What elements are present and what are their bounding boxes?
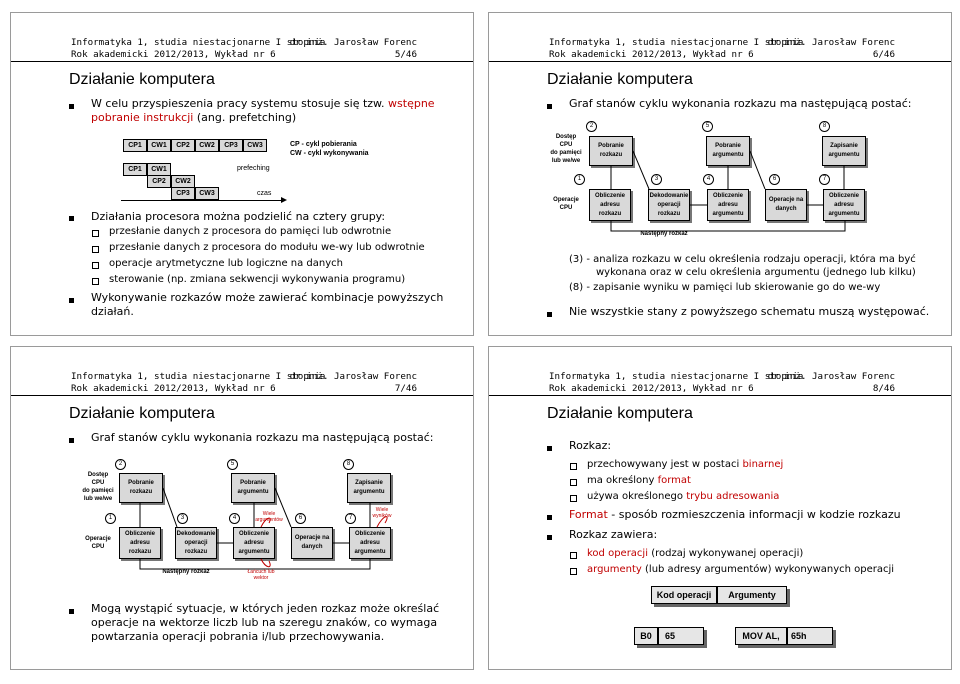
sub-bullet-icon xyxy=(92,262,99,269)
state-number: 8 xyxy=(819,121,830,132)
format-term: Format xyxy=(569,508,608,521)
state-number: 3 xyxy=(177,513,188,524)
state-number: 7 xyxy=(345,513,356,524)
bullet-icon xyxy=(547,535,552,540)
vector-line: Mogą wystąpić sytuacje, w których jeden rozkaz może określać xyxy=(91,602,440,615)
multiple-args-label: Wiele argumentów xyxy=(255,511,283,523)
item-text: ma określony xyxy=(587,475,655,486)
label-line: lub we/we xyxy=(83,496,113,502)
label-line: CPU xyxy=(559,205,573,211)
item-highlight: binarnej xyxy=(742,459,784,470)
state-box: Operacje na danych xyxy=(765,189,807,221)
header-divider xyxy=(489,395,951,396)
sub-bullet-icon xyxy=(570,552,577,559)
instruction-item xyxy=(587,474,691,488)
course-line: Informatyka 1, studia niestacjonarne I stopnia xyxy=(549,37,804,48)
mnemonic-example: MOV AL, xyxy=(735,627,787,645)
loop-line xyxy=(261,559,270,567)
author: dr inż. Jarosław Forenc xyxy=(767,37,895,48)
graph-intro: Graf stanów cyklu wykonania rozkazu ma następującą postać: xyxy=(91,431,434,444)
vector-line: powtarzania operacji pobrania i/lub przechowywania. xyxy=(91,630,385,643)
state-box: Zapisanie argumentu xyxy=(822,136,866,166)
page-number: 5/46 xyxy=(394,49,417,60)
prefetch-label: prefeching xyxy=(237,165,270,172)
pipe-cell: CW2 xyxy=(171,175,195,188)
label-line: do pamięci xyxy=(550,150,582,156)
pipe-cell: CP3 xyxy=(171,187,195,200)
slide-7 xyxy=(10,346,474,670)
arguments-box: Argumenty xyxy=(717,586,787,604)
desc-8: (8) - zapisanie wyniku w pamięci lub skierowanie go do we-wy xyxy=(569,282,881,293)
slide-8 xyxy=(488,346,952,670)
slide-title: Działanie komputera xyxy=(69,71,215,88)
sub-bullet-icon xyxy=(570,568,577,575)
bullet-icon xyxy=(547,515,552,520)
state-box: Pobranie argumentu xyxy=(706,136,750,166)
intro-part: W celu przyspieszenia pracy systemu stosuje się tzw. xyxy=(91,97,385,110)
pipe-cell: CP2 xyxy=(171,139,195,152)
vector-line: operacje na wektorze liczb lub na szeregu znaków, co wymaga xyxy=(91,616,438,629)
pipe-cell: CW2 xyxy=(195,139,219,152)
time-axis xyxy=(121,200,285,201)
argument-example: 65 xyxy=(658,627,704,645)
item-highlight: format xyxy=(657,475,691,486)
sub-bullet-icon xyxy=(92,246,99,253)
state-box: Zapisanie argumentu xyxy=(347,473,391,503)
label-line: Operacje xyxy=(85,536,111,542)
state-number: 3 xyxy=(651,174,662,185)
page-number: 6/46 xyxy=(872,49,895,60)
state-box: Obliczenie adresu rozkazu xyxy=(589,189,631,221)
contains-item xyxy=(587,563,894,577)
contains-item xyxy=(587,547,803,561)
intro-link: wstępne xyxy=(388,97,435,110)
state-box: Operacje na danych xyxy=(291,527,333,559)
label-line: CPU xyxy=(91,544,105,550)
pipe-cell: CW1 xyxy=(147,163,171,176)
intro-text xyxy=(91,97,471,125)
state-number: 5 xyxy=(702,121,713,132)
vector-text xyxy=(91,602,439,644)
state-number: 1 xyxy=(105,513,116,524)
author: dr inż. Jarosław Forenc xyxy=(767,371,895,382)
slide-title: Działanie komputera xyxy=(547,405,693,422)
arrow-line xyxy=(750,151,765,189)
combination-line: działań. xyxy=(91,305,134,318)
arrow-icon xyxy=(281,197,287,203)
slide-5 xyxy=(10,12,474,336)
course-line: Informatyka 1, studia niestacjonarne I stopnia xyxy=(71,37,326,48)
sub-bullet-icon xyxy=(92,278,99,285)
intro-link: pobranie instrukcji xyxy=(91,111,194,124)
desc-line: (3) - analiza rozkazu w celu określenia rodzaju operacji, która ma być xyxy=(569,254,916,265)
arrow-line xyxy=(633,151,649,189)
header-divider xyxy=(11,61,473,62)
year-line: Rok akademicki 2012/2013, Wykład nr 6 xyxy=(549,49,754,60)
combination-line: Wykonywanie rozkazów może zawierać kombinacje powyższych xyxy=(91,291,444,304)
pipe-cell: CP1 xyxy=(123,139,147,152)
group-item: przesłanie danych z procesora do modułu we-wy lub odwrotnie xyxy=(109,242,425,253)
state-box: Dekodowanie operacji rozkazu xyxy=(648,189,690,221)
item-text: (lub adresy argumentów) wykonywanych operacji xyxy=(645,564,895,575)
state-box: Dekodowanie operacji rozkazu xyxy=(175,527,217,559)
bullet-icon xyxy=(69,216,74,221)
contains-heading: Rozkaz zawiera: xyxy=(569,528,658,541)
state-box: Pobranie rozkazu xyxy=(589,136,633,166)
format-text: - sposób rozmieszczenia informacji w kodzie rozkazu xyxy=(611,508,901,521)
state-number: 4 xyxy=(229,513,240,524)
graph-arrows xyxy=(11,347,473,587)
course-line: Informatyka 1, studia niestacjonarne I stopnia xyxy=(71,371,326,382)
format-definition xyxy=(569,508,901,522)
sub-bullet-icon xyxy=(570,479,577,486)
hex-argument-example: 65h xyxy=(787,627,833,645)
item-text: (rodzaj wykonywanej operacji) xyxy=(651,548,804,559)
next-instruction-label: Następny rozkaz xyxy=(162,569,210,575)
next-instruction-label: Następny rozkaz xyxy=(640,231,688,237)
opcode-box: Kod operacji xyxy=(651,586,717,604)
state-number: 8 xyxy=(343,459,354,470)
label-line: lub we/we xyxy=(551,158,581,164)
sub-bullet-icon xyxy=(570,495,577,502)
instruction-item xyxy=(587,458,783,472)
state-box: Obliczenie adresu rozkazu xyxy=(119,527,161,559)
state-number: 6 xyxy=(295,513,306,524)
pipe-cell: CW3 xyxy=(243,139,267,152)
state-number: 2 xyxy=(586,121,597,132)
not-all-states: Nie wszystkie stany z powyższego schematu muszą występować. xyxy=(569,305,930,318)
group-item: przesłanie danych z procesora do pamięci lub odwrotnie xyxy=(109,226,392,237)
state-box: Obliczenie adresu argumentu xyxy=(707,189,749,221)
slide-title: Działanie komputera xyxy=(69,405,215,422)
item-text: przechowywany jest w postaci xyxy=(587,459,740,470)
graph-arrows xyxy=(489,13,951,253)
year-line: Rok akademicki 2012/2013, Wykład nr 6 xyxy=(71,383,276,394)
group-item: operacje arytmetyczne lub logiczne na danych xyxy=(109,258,343,269)
state-number: 1 xyxy=(574,174,585,185)
pipe-cell: CP1 xyxy=(123,163,147,176)
graph-intro: Graf stanów cyklu wykonania rozkazu ma następującą postać: xyxy=(569,97,912,110)
sub-bullet-icon xyxy=(92,230,99,237)
state-number: 7 xyxy=(819,174,830,185)
opcode-example: B0 xyxy=(634,627,658,645)
label-line: CPU xyxy=(91,480,105,486)
arrow-line xyxy=(163,488,177,527)
state-box: Pobranie rozkazu xyxy=(119,473,163,503)
group-item: sterowanie (np. zmiana sekwencji wykonywania programu) xyxy=(109,274,406,285)
page-number: 7/46 xyxy=(394,383,417,394)
time-label: czas xyxy=(257,190,272,197)
state-number: 5 xyxy=(227,459,238,470)
state-number: 6 xyxy=(769,174,780,185)
groups-heading: Działania procesora można podzielić na cztery grupy: xyxy=(91,210,386,223)
state-box: Obliczenie adresu argumentu xyxy=(233,527,275,559)
item-highlight: kod operacji xyxy=(587,548,648,559)
state-number: 4 xyxy=(703,174,714,185)
author: dr inż. Jarosław Forenc xyxy=(289,371,417,382)
year-line: Rok akademicki 2012/2013, Wykład nr 6 xyxy=(549,383,754,394)
pipe-cell: CP2 xyxy=(147,175,171,188)
bullet-icon xyxy=(547,312,552,317)
year-line: Rok akademicki 2012/2013, Wykład nr 6 xyxy=(71,49,276,60)
author: dr inż. Jarosław Forenc xyxy=(289,37,417,48)
state-box: Pobranie argumentu xyxy=(231,473,275,503)
state-number: 2 xyxy=(115,459,126,470)
desc-3 xyxy=(569,253,916,279)
instruction-item xyxy=(587,490,779,504)
item-highlight: trybu adresowania xyxy=(686,491,780,502)
sub-bullet-icon xyxy=(570,463,577,470)
course-line: Informatyka 1, studia niestacjonarne I stopnia xyxy=(549,371,804,382)
combination-text xyxy=(91,291,443,319)
instruction-heading: Rozkaz: xyxy=(569,439,612,452)
intro-part: (ang. prefetching) xyxy=(196,111,297,124)
bullet-icon xyxy=(69,609,74,614)
desc-line: wykonana oraz w celu określenia argumentu (jednego lub kilku) xyxy=(596,267,916,278)
multiple-results-label: Wiele wyników xyxy=(372,507,392,519)
legend-cw: CW - cykl wykonywania xyxy=(290,150,369,157)
bullet-icon xyxy=(547,446,552,451)
state-box: Obliczenie adresu argumentu xyxy=(349,527,391,559)
legend-cp: CP - cykl pobierania xyxy=(290,141,357,148)
pipe-cell: CP3 xyxy=(219,139,243,152)
item-text: używa określonego xyxy=(587,491,684,502)
label-line: Operacje xyxy=(553,197,579,203)
label-line: Dostęp xyxy=(555,134,577,140)
pipe-cell: CW1 xyxy=(147,139,171,152)
label-line: Dostęp xyxy=(87,472,109,478)
string-vector-label: Łańcuch lub wektor xyxy=(247,569,275,581)
page-number: 8/46 xyxy=(872,383,895,394)
item-highlight: argumenty xyxy=(587,564,642,575)
state-box: Obliczenie adresu argumentu xyxy=(823,189,865,221)
bullet-icon xyxy=(69,298,74,303)
bullet-icon xyxy=(69,104,74,109)
pipe-cell: CW3 xyxy=(195,187,219,200)
label-line: do pamięci xyxy=(82,488,114,494)
slide-6 xyxy=(488,12,952,336)
label-line: CPU xyxy=(559,142,573,148)
slide-title: Działanie komputera xyxy=(547,71,693,88)
